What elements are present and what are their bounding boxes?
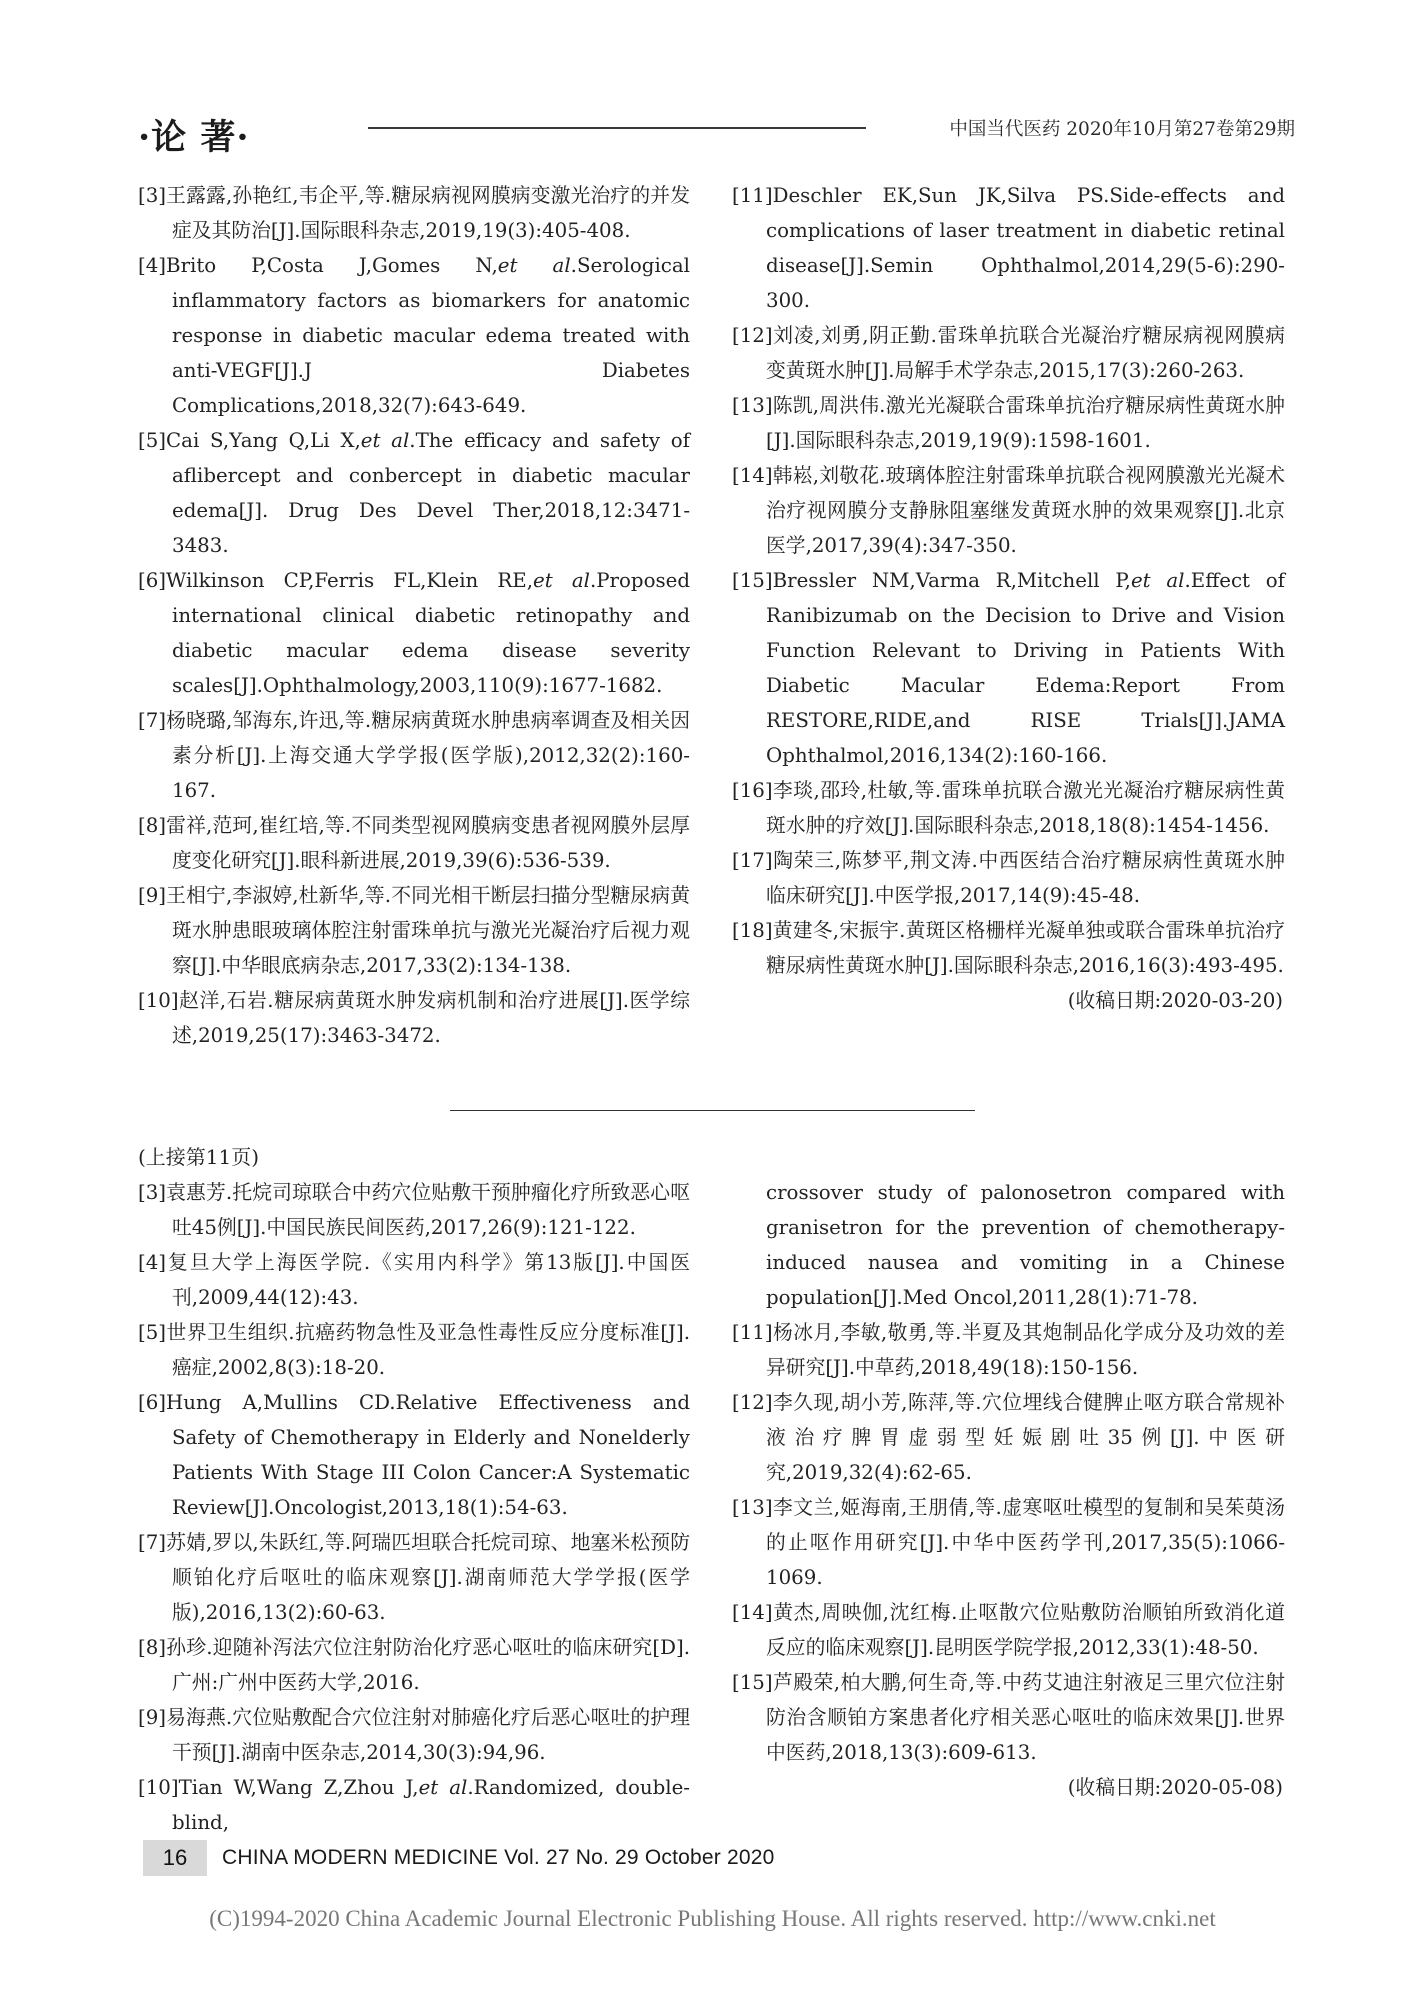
reference-number: [8] bbox=[138, 1636, 167, 1659]
references-top-right-column bbox=[732, 178, 1285, 1018]
reference-entry bbox=[732, 318, 1285, 388]
reference-number: [10] bbox=[138, 989, 179, 1012]
reference-number: [8] bbox=[138, 814, 167, 837]
reference-entry bbox=[138, 423, 690, 563]
reference-text: 韩崧,刘敬花.玻璃体腔注射雷珠单抗联合视网膜激光光凝术治疗视网膜分支静脉阻塞继发黄斑水肿的效果观察[J].北京医学,2017,39(4):347-350. bbox=[766, 464, 1285, 557]
reference-entry bbox=[138, 878, 690, 983]
reference-text: 李久现,胡小芳,陈萍,等.穴位埋线合健脾止呕方联合常规补液治疗脾胃虚弱型妊娠剧吐35例[J].中医研究,2019,32(4):62-65. bbox=[766, 1391, 1285, 1484]
references-bottom-right-column bbox=[732, 1175, 1285, 1805]
reference-number: [4] bbox=[138, 254, 167, 277]
received-date: (收稿日期:2020-03-20) bbox=[1067, 989, 1283, 1012]
reference-text: Deschler EK,Sun JK,Silva PS.Side-effects and complications of laser treatment in diabetic retinal disease[J].Semin Ophthalmol,2014,29(5-6):290-300. bbox=[766, 184, 1285, 312]
reference-number: [6] bbox=[138, 1391, 167, 1414]
reference-text-rest: .Effect of Ranibizumab on the Decision to Drive and Vision Function Relevant to Driving in Patients With Diabetic Macular Edema:Report From RESTORE,RIDE,and RISE Trials[J].JAMA Ophthalmol,2016,134(2):160-166. bbox=[766, 569, 1285, 767]
reference-text: Brito P,Costa J,Gomes N, bbox=[166, 254, 498, 277]
reference-entry bbox=[138, 983, 690, 1053]
reference-continuation: crossover study of palonosetron compared with granisetron for the prevention of chemotherapy-induced nausea and vomiting in a Chinese population[J].Med Oncol,2011,28(1):71-78. bbox=[766, 1181, 1285, 1309]
reference-text: 李文兰,姬海南,王朋倩,等.虚寒呕吐模型的复制和吴茱萸汤的止呕作用研究[J].中华中医药学刊,2017,35(5):1066-1069. bbox=[766, 1496, 1285, 1589]
reference-text-rest: .Randomized, double-blind, bbox=[172, 1776, 690, 1834]
reference-text: Hung A,Mullins CD.Relative Effectiveness and Safety of Chemotherapy in Elderly and Nonelderly Patients With Stage III Colon Cancer:A Systematic Review[J].Oncologist,2013,18(1):54-63. bbox=[166, 1391, 690, 1519]
reference-text: 陈凯,周洪伟.激光光凝联合雷珠单抗治疗糖尿病性黄斑水肿[J].国际眼科杂志,2019,19(9):1598-1601. bbox=[766, 394, 1285, 452]
reference-text: 孙珍.迎随补泻法穴位注射防治化疗恶心呕吐的临床研究[D].广州:广州中医药大学,2016. bbox=[166, 1636, 690, 1694]
reference-entry bbox=[732, 1665, 1285, 1770]
reference-text-rest: .Serological inflammatory factors as biomarkers for anatomic response in diabetic macular edema treated with anti-VEGF[J].J Diabetes Complications,2018,32(7):643-649. bbox=[172, 254, 690, 417]
reference-number: [3] bbox=[138, 184, 167, 207]
reference-number: [6] bbox=[138, 569, 167, 592]
references-bottom-left-column bbox=[138, 1140, 690, 1840]
header-rule bbox=[368, 127, 866, 129]
reference-entry bbox=[732, 1490, 1285, 1595]
journal-issue: 中国当代医药 2020年10月第27卷第29期 bbox=[949, 119, 1295, 140]
footer-journal-name: CHINA MODERN MEDICINE Vol. 27 No. 29 October 2020 bbox=[222, 1846, 775, 1869]
section-divider bbox=[450, 1110, 975, 1111]
copyright-line: (C)1994-2020 China Academic Journal Electronic Publishing House. All rights reserved. http://www.cnki.net bbox=[209, 1906, 1216, 1931]
reference-number: [4] bbox=[138, 1251, 167, 1274]
page-number: 16 bbox=[143, 1840, 207, 1876]
continued-from-note: (上接第11页) bbox=[138, 1145, 260, 1169]
reference-entry bbox=[732, 773, 1285, 843]
section-title: ·论 著· bbox=[138, 117, 250, 158]
reference-text: 赵洋,石岩.糖尿病黄斑水肿发病机制和治疗进展[J].医学综述,2019,25(17):3463-3472. bbox=[172, 989, 690, 1047]
reference-number: [10] bbox=[138, 1776, 179, 1799]
reference-entry bbox=[138, 1770, 690, 1840]
reference-entry bbox=[138, 563, 690, 703]
reference-number: [13] bbox=[732, 1496, 773, 1519]
reference-entry bbox=[138, 1700, 690, 1770]
reference-entry bbox=[732, 1385, 1285, 1490]
reference-number: [13] bbox=[732, 394, 773, 417]
reference-entry bbox=[732, 388, 1285, 458]
reference-number: [11] bbox=[732, 184, 773, 207]
reference-number: [14] bbox=[732, 464, 773, 487]
reference-entry bbox=[138, 1175, 690, 1245]
reference-text: 复旦大学上海医学院.《实用内科学》第13版[J].中国医刊,2009,44(12):43. bbox=[166, 1251, 690, 1309]
reference-entry bbox=[732, 563, 1285, 773]
reference-text: 袁惠芳.托烷司琼联合中药穴位贴敷干预肿瘤化疗所致恶心呕吐45例[J].中国民族民间医药,2017,26(9):121-122. bbox=[166, 1181, 690, 1239]
reference-text: Cai S,Yang Q,Li X, bbox=[166, 429, 361, 452]
reference-entry bbox=[138, 1315, 690, 1385]
reference-et-al: et al bbox=[418, 1776, 468, 1799]
reference-number: [5] bbox=[138, 1321, 167, 1344]
reference-number: [7] bbox=[138, 1531, 167, 1554]
reference-number: [15] bbox=[732, 1671, 773, 1694]
reference-text: 雷祥,范珂,崔红培,等.不同类型视网膜病变患者视网膜外层厚度变化研究[J].眼科新进展,2019,39(6):536-539. bbox=[166, 814, 690, 872]
reference-et-al: et al bbox=[497, 254, 571, 277]
reference-entry bbox=[138, 248, 690, 423]
reference-number: [17] bbox=[732, 849, 773, 872]
reference-entry bbox=[732, 178, 1285, 318]
reference-text: 世界卫生组织.抗癌药物急性及亚急性毒性反应分度标准[J].癌症,2002,8(3):18-20. bbox=[166, 1321, 690, 1379]
reference-text-rest: .The efficacy and safety of aflibercept and conbercept in diabetic macular edema[J]. Drug Des Devel Ther,2018,12:3471-3483. bbox=[172, 429, 690, 557]
reference-entry bbox=[138, 178, 690, 248]
reference-text: Wilkinson CP,Ferris FL,Klein RE, bbox=[166, 569, 534, 592]
reference-et-al: et al bbox=[360, 429, 410, 452]
reference-number: [9] bbox=[138, 884, 167, 907]
reference-number: [18] bbox=[732, 919, 773, 942]
reference-entry bbox=[138, 703, 690, 808]
reference-text: 易海燕.穴位贴敷配合穴位注射对肺癌化疗后恶心呕吐的护理干预[J].湖南中医杂志,2014,30(3):94,96. bbox=[166, 1706, 690, 1764]
reference-entry bbox=[138, 1245, 690, 1315]
reference-number: [12] bbox=[732, 1391, 773, 1414]
reference-entry bbox=[138, 1385, 690, 1525]
reference-et-al: et al bbox=[1130, 569, 1185, 592]
reference-number: [14] bbox=[732, 1601, 773, 1624]
reference-text: 李琰,邵玲,杜敏,等.雷珠单抗联合激光光凝治疗糖尿病性黄斑水肿的疗效[J].国际眼科杂志,2018,18(8):1454-1456. bbox=[766, 779, 1285, 837]
reference-number: [5] bbox=[138, 429, 167, 452]
reference-entry bbox=[138, 1525, 690, 1630]
reference-text-rest: .Proposed international clinical diabetic retinopathy and diabetic macular edema disease severity scales[J].Ophthalmology,2003,110(9):1677-1682. bbox=[172, 569, 690, 697]
reference-entry bbox=[732, 458, 1285, 563]
references-top-left bbox=[138, 178, 690, 1053]
reference-number: [7] bbox=[138, 709, 167, 732]
reference-text: Bressler NM,Varma R,Mitchell P, bbox=[772, 569, 1131, 592]
reference-text: 杨冰月,李敏,敬勇,等.半夏及其炮制品化学成分及功效的差异研究[J].中草药,2018,49(18):150-156. bbox=[766, 1321, 1285, 1379]
reference-text: 刘凌,刘勇,阴正勤.雷珠单抗联合光凝治疗糖尿病视网膜病变黄斑水肿[J].局解手术学杂志,2015,17(3):260-263. bbox=[766, 324, 1285, 382]
references-bottom-right bbox=[732, 1315, 1285, 1770]
reference-text: 芦殿荣,柏大鹏,何生奇,等.中药艾迪注射液足三里穴位注射防治含顺铂方案患者化疗相关恶心呕吐的临床效果[J].世界中医药,2018,13(3):609-613. bbox=[766, 1671, 1285, 1764]
reference-text: 黄建冬,宋振宇.黄斑区格栅样光凝单独或联合雷珠单抗治疗糖尿病性黄斑水肿[J].国际眼科杂志,2016,16(3):493-495. bbox=[766, 919, 1285, 977]
reference-number: [15] bbox=[732, 569, 773, 592]
reference-number: [16] bbox=[732, 779, 773, 802]
reference-entry bbox=[732, 1315, 1285, 1385]
reference-number: [3] bbox=[138, 1181, 167, 1204]
reference-entry bbox=[732, 1595, 1285, 1665]
reference-entry bbox=[138, 1630, 690, 1700]
reference-number: [9] bbox=[138, 1706, 167, 1729]
reference-text: 王露露,孙艳红,韦企平,等.糖尿病视网膜病变激光治疗的并发症及其防治[J].国际眼科杂志,2019,19(3):405-408. bbox=[166, 184, 690, 242]
received-date: (收稿日期:2020-05-08) bbox=[1067, 1776, 1283, 1799]
reference-number: [11] bbox=[732, 1321, 773, 1344]
reference-text: 苏婧,罗以,朱跃红,等.阿瑞匹坦联合托烷司琼、地塞米松预防顺铂化疗后呕吐的临床观察[J].湖南师范大学学报(医学版),2016,13(2):60-63. bbox=[166, 1531, 690, 1624]
reference-text: 黄杰,周映伽,沈红梅.止呕散穴位贴敷防治顺铂所致消化道反应的临床观察[J].昆明医学院学报,2012,33(1):48-50. bbox=[766, 1601, 1285, 1659]
reference-text: 王相宁,李淑婷,杜新华,等.不同光相干断层扫描分型糖尿病黄斑水肿患眼玻璃体腔注射雷珠单抗与激光光凝治疗后视力观察[J].中华眼底病杂志,2017,33(2):134-138. bbox=[166, 884, 690, 977]
references-bottom-left bbox=[138, 1175, 690, 1840]
references-top-right bbox=[732, 178, 1285, 983]
reference-text: Tian W,Wang Z,Zhou J, bbox=[178, 1776, 419, 1799]
reference-text: 陶荣三,陈梦平,荆文涛.中西医结合治疗糖尿病性黄斑水肿临床研究[J].中医学报,2017,14(9):45-48. bbox=[766, 849, 1285, 907]
reference-et-al: et al bbox=[533, 569, 590, 592]
reference-number: [12] bbox=[732, 324, 773, 347]
reference-entry bbox=[138, 808, 690, 878]
reference-text: 杨晓璐,邹海东,许迅,等.糖尿病黄斑水肿患病率调查及相关因素分析[J].上海交通大学学报(医学版),2012,32(2):160-167. bbox=[166, 709, 690, 802]
reference-entry bbox=[732, 913, 1285, 983]
reference-entry bbox=[732, 843, 1285, 913]
